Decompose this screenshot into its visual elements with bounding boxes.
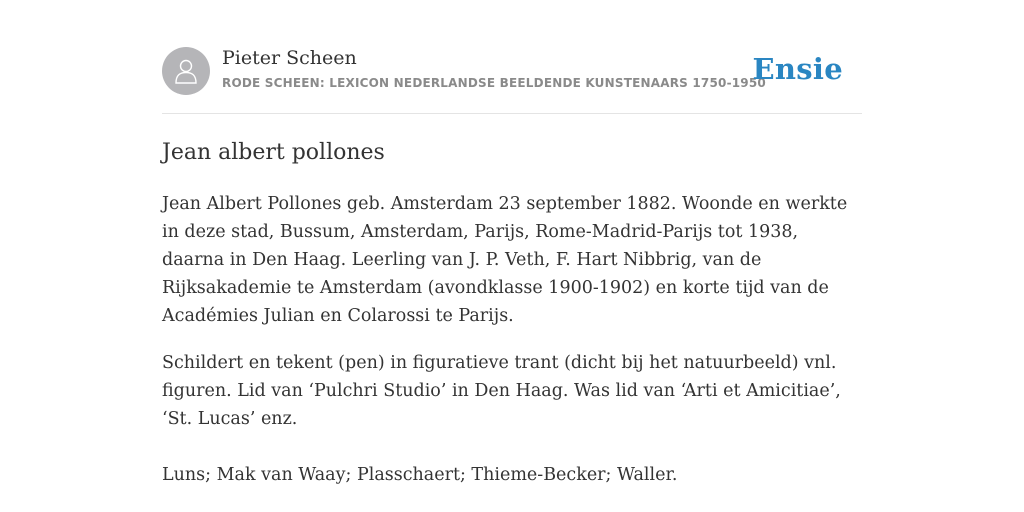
user-silhouette-icon [174,58,198,84]
article-paragraph-style: Schildert en tekent (pen) in figuratieve trant (dicht bij het natuurbeeld) vnl. figuren. Lid van ‘Pulchri Studio’ in Den Haag. Was lid van ‘Arti et Amicitiae’, ‘St. Lucas’ enz. [162,353,841,429]
article-paragraph-sources: Luns; Mak van Waay; Plasschaert; Thieme-Becker; Waller. [162,465,678,485]
source-title[interactable]: RODE SCHEEN: LEXICON NEDERLANDSE BEELDENDE KUNSTENAARS 1750-1950 [222,76,766,90]
header-divider [162,113,862,114]
avatar[interactable] [162,47,210,95]
article-header [162,46,862,96]
brand-logo[interactable]: Ensie [752,52,843,86]
article-paragraph-biography: Jean Albert Pollones geb. Amsterdam 23 september 1882. Woonde en werkte in deze stad, Bussum, Amsterdam, Parijs, Rome-Madrid-Parijs tot 1938, daarna in Den Haag. Leerling van J. P. Veth, F. Hart Nibbrig, van de Rijksakademie te Amsterdam (avondklasse 1900-1902) en korte tijd van de Académies Julian en Colarossi te Parijs. [162,194,848,326]
article-title: Jean albert pollones [162,140,385,165]
author-name[interactable]: Pieter Scheen [222,47,357,69]
